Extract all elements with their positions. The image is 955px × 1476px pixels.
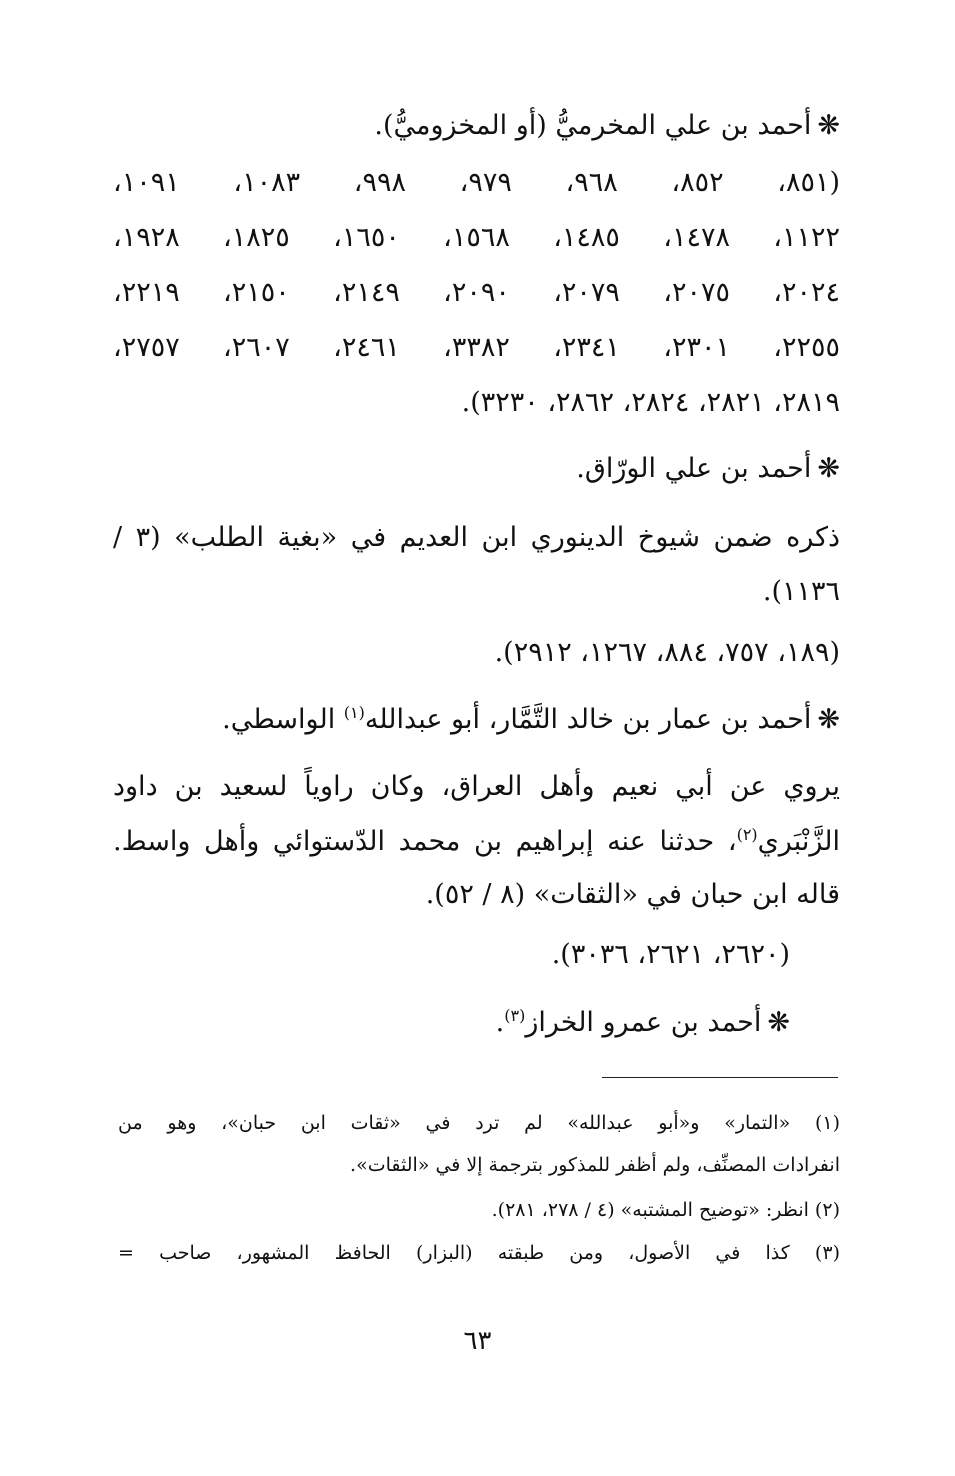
entry-heading: ❋أحمد بن عمار بن خالد التَّمَّار، أبو عبدالله$^{(١)}$ الواسطي. — [222, 703, 840, 735]
asterism-icon: ❋ — [767, 1007, 790, 1038]
reference-numbers-line: (٨٥١، ٨٥٢، ٩٦٨، ٩٧٩، ٩٩٨، ١٠٨٣، ١٠٩١، — [113, 167, 841, 198]
reference-numbers-line: (٢٦٢٠، ٢٦٢١، ٣٠٣٦). — [551, 939, 790, 970]
asterism-icon: ❋ — [817, 110, 840, 141]
body-text-line: يروي عن أبي نعيم وأهل العراق، وكان راوياً لسعيد بن داود — [113, 771, 840, 802]
entry-heading: ❋أحمد بن علي المخرميُّ (أو المخزوميُّ). — [374, 110, 840, 141]
footnote-1-continued: انفرادات المصنِّف، ولم أظفر للمذكور بترجمة إلا في «الثقات». — [350, 1154, 840, 1176]
entry-heading: ❋أحمد بن علي الورّاق. — [576, 453, 840, 484]
footnote-1: (١) «التمار» و«أبو عبدالله» لم ترد في «ثقات ابن حبان»، وهو من — [118, 1112, 840, 1134]
reference-numbers-line: ٢٠٢٤، ٢٠٧٥، ٢٠٧٩، ٢٠٩٠، ٢١٤٩، ٢١٥٠، ٢٢١٩، — [113, 277, 841, 308]
footnote-marker: (١) — [343, 703, 365, 722]
asterism-icon: ❋ — [817, 704, 840, 735]
footnote-3: (٣) كذا في الأصول، ومن طبقته (البزار) الحافظ المشهور، صاحب = — [118, 1242, 840, 1264]
page-number: ٦٣ — [463, 1326, 492, 1356]
footnote-separator — [602, 1077, 838, 1078]
entry-heading: ❋أحمد بن عمرو الخراز$^{(٣)}$. — [495, 1006, 790, 1038]
footnote-2: (٢) انظر: «توضيح المشتبه» (٤ / ٢٧٨، ٢٨١). — [491, 1199, 840, 1221]
reference-numbers-line: ١١٢٢، ١٤٧٨، ١٤٨٥، ١٥٦٨، ١٦٥٠، ١٨٢٥، ١٩٢٨، — [113, 222, 841, 253]
footnote-marker: (٢) — [736, 825, 758, 844]
body-text-line: قاله ابن حبان في «الثقات» (٨ / ٥٢). — [425, 879, 840, 910]
footnote-marker: (٣) — [504, 1006, 526, 1025]
reference-numbers-line: ٢٨١٩، ٢٨٢١، ٢٨٢٤، ٢٨٦٢، ٣٢٣٠). — [461, 387, 840, 418]
reference-numbers-line: ٢٢٥٥، ٢٣٠١، ٢٣٤١، ٣٣٨٢، ٢٤٦١، ٢٦٠٧، ٢٧٥٧، — [113, 332, 841, 363]
reference-numbers-line: (١٨٩، ٧٥٧، ٨٨٤، ١٢٦٧، ٢٩١٢). — [494, 637, 840, 668]
body-text-line: الزَّنْبَري$^{(٢)}$، حدثنا عنه إبراهيم بن محمد الدّستوائي وأهل واسط. — [113, 825, 840, 857]
asterism-icon: ❋ — [817, 453, 840, 484]
body-text-line: ذكره ضمن شيوخ الدينوري ابن العديم في «بغية الطلب» (٣ / — [113, 522, 840, 553]
body-text-line: ١١٣٦). — [762, 576, 840, 607]
